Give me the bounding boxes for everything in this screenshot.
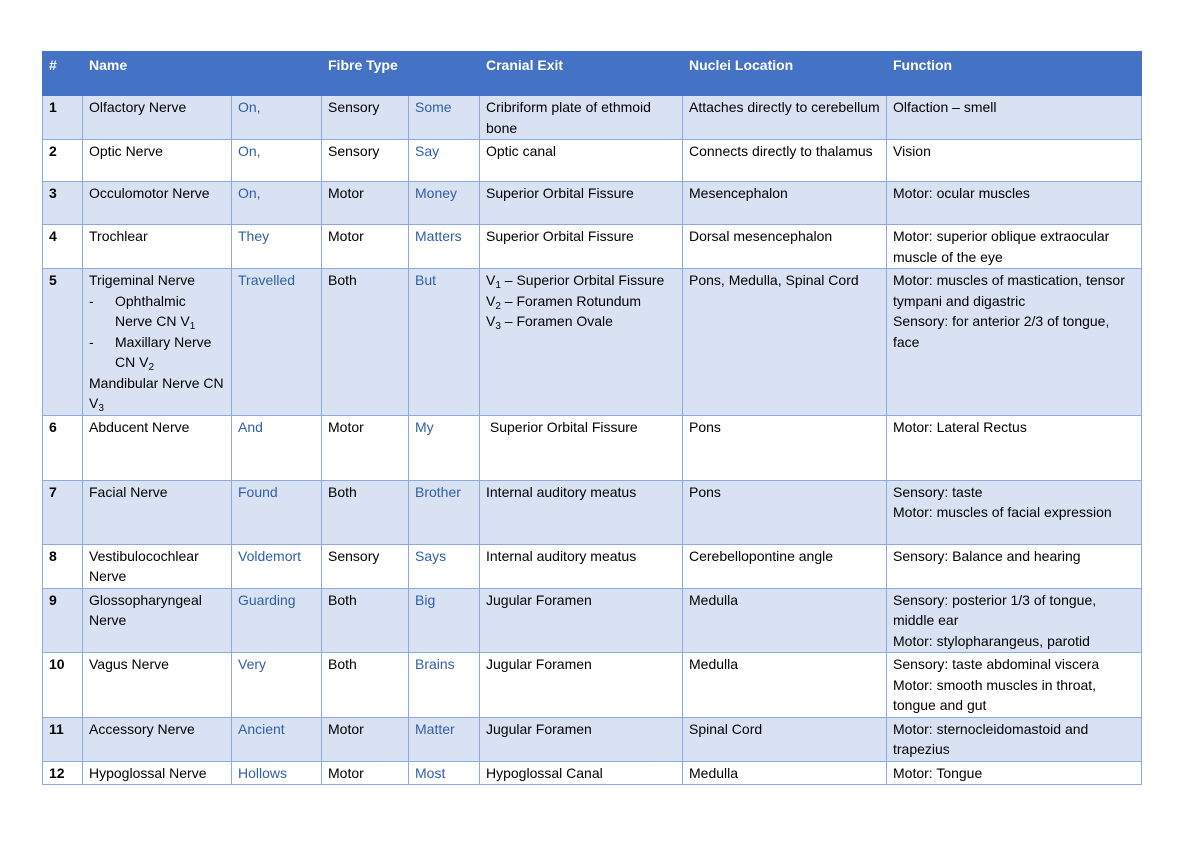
mnemonic-word-2: Matter	[409, 717, 480, 761]
function	[887, 140, 1142, 182]
fibre-type: Motor	[322, 761, 409, 785]
nerve-number: 10	[43, 653, 83, 718]
function-line: Sensory: Balance and hearing	[893, 547, 1081, 564]
mnemonic-word-1: Ancient	[232, 717, 322, 761]
table-row	[43, 653, 1142, 718]
mnemonic-word-1: Guarding	[232, 588, 322, 653]
nerve-name: Olfactory Nerve	[83, 96, 232, 140]
fibre-type: Both	[322, 588, 409, 653]
function-line: Vision	[893, 143, 931, 159]
mnemonic-word-1: Hollows	[232, 761, 322, 785]
header-function: Function	[887, 52, 1142, 96]
function	[887, 182, 1142, 225]
nerve-number: 12	[43, 761, 83, 785]
cranial-exit: Internal auditory meatus	[480, 544, 683, 588]
function	[887, 761, 1142, 785]
function	[887, 269, 1142, 416]
nuclei-location: Mesencephalon	[683, 182, 887, 225]
cranial-exit: Jugular Foramen	[480, 717, 683, 761]
table-row	[43, 480, 1142, 544]
function-line: Sensory: taste abdominal viscera	[893, 656, 1100, 672]
cranial-nerves-table	[42, 51, 1142, 785]
mnemonic-word-1: Travelled	[232, 269, 322, 416]
nerve-name: Accessory Nerve	[83, 717, 232, 761]
table-row	[43, 588, 1142, 653]
function-line: Motor: stylopharangeus, parotid	[893, 632, 1090, 649]
nerve-name: Vestibulocochlear Nerve	[83, 544, 232, 588]
function-line: Motor: muscles of mastication, tensor tympani and digastric	[893, 272, 1125, 309]
nerve-number: 8	[43, 544, 83, 588]
branch-subscript: 2	[148, 362, 155, 373]
exit-subscript: 3	[495, 321, 501, 332]
nerve-name: Vagus Nerve	[83, 653, 232, 718]
fibre-type: Both	[322, 653, 409, 718]
branch-label: Mandibular Nerve CN V	[89, 374, 224, 411]
nerve-name: Optic Nerve	[83, 140, 232, 182]
branch-mandibular	[89, 373, 226, 414]
nuclei-location: Medulla	[683, 588, 887, 653]
branch-label: Ophthalmic Nerve CN V	[115, 292, 190, 329]
cranial-exit	[480, 269, 683, 416]
exit-line	[486, 270, 677, 291]
mnemonic-word-1: Found	[232, 480, 322, 544]
nerve-number: 9	[43, 588, 83, 653]
mnemonic-word-1: Voldemort	[232, 544, 322, 588]
table-row	[43, 225, 1142, 269]
cranial-exit: Superior Orbital Fissure	[480, 415, 683, 480]
nerve-name	[83, 269, 232, 416]
function-line: Motor: ocular muscles	[893, 185, 1030, 201]
function-line: Sensory: for anterior 2/3 of tongue, face	[893, 313, 1110, 350]
nerve-name: Facial Nerve	[83, 480, 232, 544]
fibre-type: Sensory	[322, 96, 409, 140]
mnemonic-word-2: My	[409, 415, 480, 480]
table-row	[43, 761, 1142, 785]
function-line: Motor: muscles of facial expression	[893, 504, 1112, 520]
function	[887, 544, 1142, 588]
cranial-nerves-document	[42, 51, 1141, 785]
mnemonic-word-1: On,	[232, 140, 322, 182]
list-dash: -	[89, 333, 94, 350]
nerve-name: Abducent Nerve	[83, 415, 232, 480]
mnemonic-word-1: They	[232, 225, 322, 269]
branch-label: Maxillary Nerve CN V	[115, 333, 212, 370]
table-row	[43, 182, 1142, 225]
nuclei-location: Medulla	[683, 653, 887, 718]
exit-label: V	[486, 272, 496, 288]
mnemonic-word-1: And	[232, 415, 322, 480]
nerve-name: Trochlear	[83, 225, 232, 269]
mnemonic-word-2: Brains	[409, 653, 480, 718]
exit-subscript: 2	[495, 300, 501, 312]
function	[887, 717, 1142, 761]
mnemonic-word-2: Some	[409, 96, 480, 140]
nerve-name: Hypoglossal Nerve	[83, 761, 232, 785]
mnemonic-word-1: Very	[232, 653, 322, 718]
table-row	[43, 96, 1142, 140]
trigeminal-branch-list	[89, 291, 226, 373]
list-dash: -	[89, 292, 94, 309]
branch-maxillary	[89, 332, 226, 373]
mnemonic-word-2: Big	[409, 588, 480, 653]
function	[887, 653, 1142, 718]
nerve-number: 7	[43, 480, 83, 544]
nuclei-location: Connects directly to thalamus	[683, 140, 887, 182]
table-row	[43, 415, 1142, 480]
header-name: Name	[83, 52, 232, 96]
nerve-name: Occulomotor Nerve	[83, 182, 232, 225]
nuclei-location: Pons, Medulla, Spinal Cord	[683, 269, 887, 416]
function-line: Sensory: posterior 1/3 of tongue, middle ear	[893, 591, 1097, 628]
nuclei-location: Medulla	[683, 761, 887, 785]
cranial-exit: Jugular Foramen	[480, 588, 683, 653]
function-line: Motor: sternocleidomastoid and trapezius	[893, 720, 1089, 757]
nerve-number: 6	[43, 415, 83, 480]
header-mnemonic-1	[232, 52, 322, 96]
nerve-number: 2	[43, 140, 83, 182]
table-row	[43, 544, 1142, 588]
function	[887, 415, 1142, 480]
mnemonic-word-2: But	[409, 269, 480, 416]
fibre-type: Both	[322, 480, 409, 544]
fibre-type: Both	[322, 269, 409, 416]
header-nuclei-location: Nuclei Location	[683, 52, 887, 96]
function	[887, 480, 1142, 544]
function-line: Motor: Tongue	[893, 764, 983, 781]
mnemonic-word-1: On,	[232, 182, 322, 225]
branch-subscript: 3	[98, 403, 104, 414]
nerve-number: 3	[43, 182, 83, 225]
nuclei-location: Dorsal mesencephalon	[683, 225, 887, 269]
function	[887, 96, 1142, 140]
table-row	[43, 717, 1142, 761]
exit-line	[486, 291, 677, 312]
nerve-number: 11	[43, 717, 83, 761]
nuclei-location: Attaches directly to cerebellum	[683, 96, 887, 140]
mnemonic-word-2: Money	[409, 182, 480, 225]
mnemonic-word-2: Most	[409, 761, 480, 785]
header-fibre-type: Fibre Type	[322, 52, 409, 96]
exit-subscript: 1	[495, 280, 501, 291]
cranial-exit: Superior Orbital Fissure	[480, 182, 683, 225]
nuclei-location: Cerebellopontine angle	[683, 544, 887, 588]
exit-label: V	[486, 313, 496, 329]
nuclei-location: Spinal Cord	[683, 717, 887, 761]
function-line: Motor: Lateral Rectus	[893, 418, 1027, 435]
function-line: Sensory: taste	[893, 483, 983, 500]
mnemonic-word-2: Matters	[409, 225, 480, 269]
header-row	[43, 52, 1142, 96]
cranial-exit: Jugular Foramen	[480, 653, 683, 718]
branch-ophthalmic	[89, 291, 226, 332]
nerve-number: 5	[43, 269, 83, 416]
cranial-exit: Cribriform plate of ethmoid bone	[480, 96, 683, 140]
cranial-exit: Superior Orbital Fissure	[480, 225, 683, 269]
function-line: Motor: superior oblique extraocular muscle of the eye	[893, 228, 1110, 265]
exit-label: V	[486, 292, 496, 309]
fibre-type: Motor	[322, 182, 409, 225]
fibre-type: Motor	[322, 415, 409, 480]
mnemonic-word-2: Brother	[409, 480, 480, 544]
fibre-type: Sensory	[322, 140, 409, 182]
header-mnemonic-2	[409, 52, 480, 96]
table-row	[43, 140, 1142, 182]
cranial-exit: Internal auditory meatus	[480, 480, 683, 544]
cranial-exit: Optic canal	[480, 140, 683, 182]
function	[887, 588, 1142, 653]
mnemonic-word-2: Says	[409, 544, 480, 588]
function-line: Motor: smooth muscles in throat, tongue and gut	[893, 676, 1097, 713]
header-number: #	[43, 52, 83, 96]
table-row	[43, 269, 1142, 416]
exit-line	[486, 311, 677, 332]
cranial-exit: Hypoglossal Canal	[480, 761, 683, 785]
nerve-name: Glossopharyngeal Nerve	[83, 588, 232, 653]
nerve-name-main: Trigeminal Nerve	[89, 272, 196, 288]
nuclei-location: Pons	[683, 415, 887, 480]
nuclei-location: Pons	[683, 480, 887, 544]
exit-text: – Foramen Rotundum	[500, 292, 641, 309]
function-line: Olfaction – smell	[893, 99, 997, 115]
mnemonic-word-2: Say	[409, 140, 480, 182]
fibre-type: Motor	[322, 717, 409, 761]
header-cranial-exit: Cranial Exit	[480, 52, 683, 96]
fibre-type: Motor	[322, 225, 409, 269]
function	[887, 225, 1142, 269]
fibre-type: Sensory	[322, 544, 409, 588]
nerve-number: 4	[43, 225, 83, 269]
mnemonic-word-1: On,	[232, 96, 322, 140]
branch-subscript: 1	[189, 321, 196, 332]
exit-text: – Foramen Ovale	[500, 313, 613, 329]
exit-text: – Superior Orbital Fissure	[500, 272, 665, 288]
nerve-number: 1	[43, 96, 83, 140]
